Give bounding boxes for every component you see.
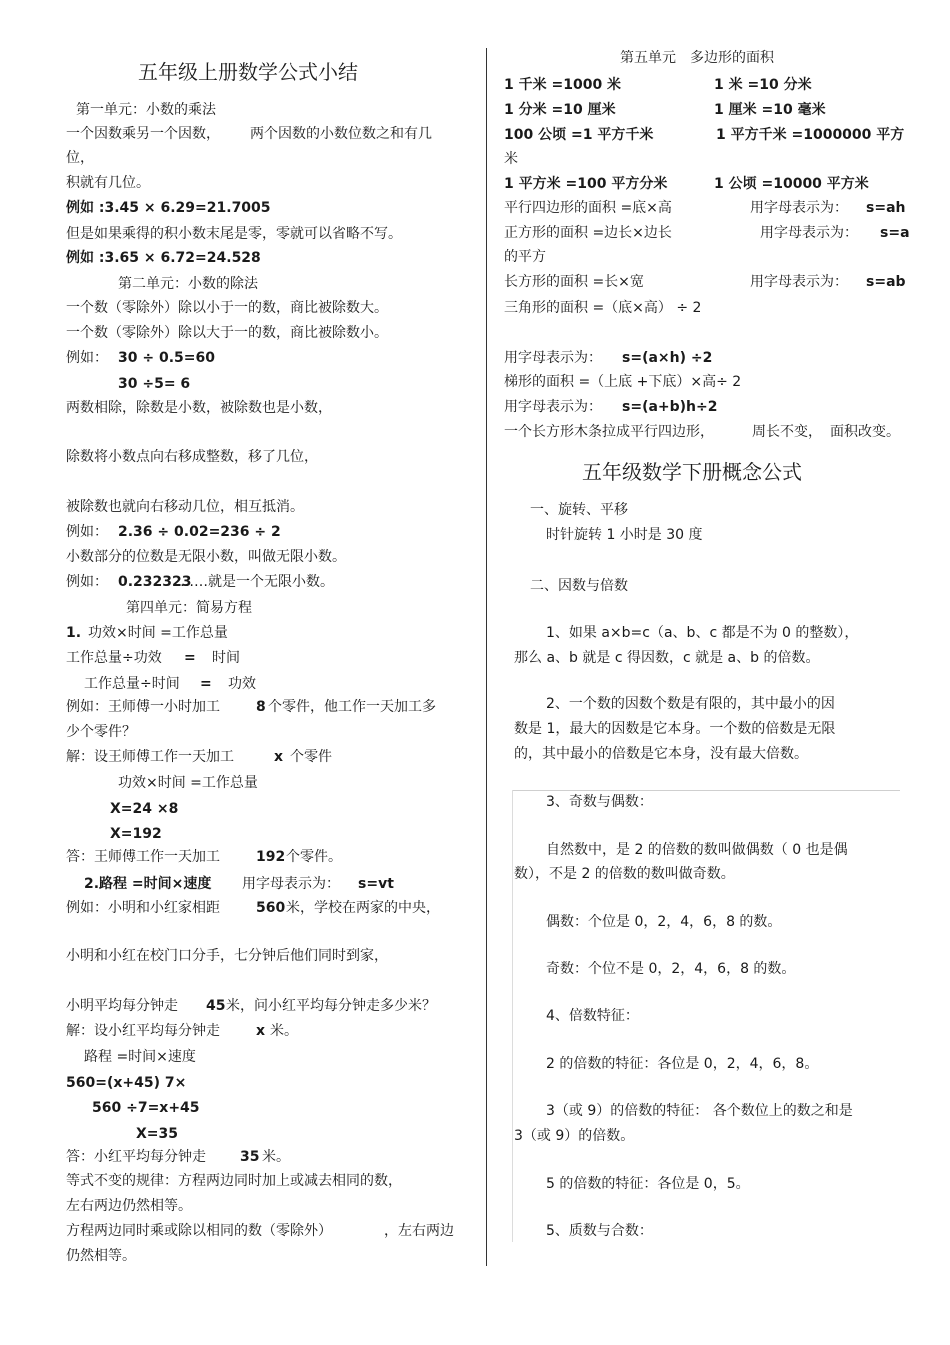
text-line: 用字母表示为： <box>750 274 848 290</box>
text-line: 奇数：个位不是 0，2，4，6，8 的数。 <box>546 961 796 977</box>
text-line: 除数将小数点向右移成整数，移了几位， <box>66 449 318 465</box>
text-line: 用字母表示为： <box>504 399 602 415</box>
text-line: 自然数中，是 2 的倍数的数叫做偶数（ 0 也是偶 <box>546 842 848 858</box>
text-line: 一个长方形木条拉成平行四边形， <box>504 424 714 440</box>
example-number: 0.232323 <box>118 574 192 590</box>
area-formula: 正方形的面积 =边长×边长 <box>504 225 672 241</box>
text-line: 米。 <box>270 1023 298 1039</box>
conversion-line: 1 分米 =10 厘米 <box>504 102 616 118</box>
example-line: 例如 :3.65 × 6.72=24.528 <box>66 250 261 266</box>
text-line: 米，问小红平均每分钟走多少米？ <box>226 998 436 1014</box>
page-title: 五年级上册数学公式小结 <box>138 60 358 84</box>
area-letter-formula: s=(a+b)h÷2 <box>622 399 718 415</box>
formula-line: 功效×时间 =工作总量 <box>118 775 258 791</box>
formula-equals: = <box>200 676 212 692</box>
column-divider <box>486 48 487 1266</box>
text-line: 那么 a、b 就是 c 得因数，c 就是 a、b 的倍数。 <box>514 650 820 666</box>
area-formula: 三角形的面积 =（底×高） ÷ 2 <box>504 300 702 316</box>
text-line: 数是 1，最大的因数是它本身。一个数的倍数是无限 <box>514 721 836 737</box>
section-title: 五年级数学下册概念公式 <box>582 460 802 484</box>
example-label: 例如： <box>66 350 108 366</box>
text-line: 积就有几位。 <box>66 175 150 191</box>
text-line: 的，其中最小的倍数是它本身，没有最大倍数。 <box>514 746 808 762</box>
text-line: 米，学校在两家的中央， <box>286 900 440 916</box>
conversion-line: 1 厘米 =10 毫米 <box>714 102 826 118</box>
area-letter-formula: s=a <box>880 225 910 241</box>
area-letter-formula: s=ab <box>866 274 906 290</box>
text-line: 少个零件？ <box>66 724 136 740</box>
area-letter-formula: s=ah <box>866 200 906 216</box>
area-letter-formula: s=(a×h) ÷2 <box>622 350 713 366</box>
text-line: 偶数：个位是 0，2，4，6，8 的数。 <box>546 914 782 930</box>
formula-line: 工作总量÷功效 <box>66 650 162 666</box>
text-line: 5 的倍数的特征：各位是 0，5。 <box>546 1176 750 1192</box>
text-line: 的平方 <box>504 249 546 265</box>
section-heading: 一、旋转、平移 <box>530 502 628 518</box>
text-line: 位， <box>66 150 94 166</box>
text-line: 但是如果乘得的积小数末尾是零，零就可以省略不写。 <box>66 226 402 242</box>
text-line: 2 的倍数的特征：各位是 0，2，4，6，8。 <box>546 1056 819 1072</box>
text-number: 8 <box>256 699 266 715</box>
section-heading: 5、质数与合数： <box>546 1223 653 1239</box>
formula-line: 功效×时间 =工作总量 <box>88 625 228 641</box>
text-number: 192 <box>256 849 286 865</box>
conversion-line: 1 公顷 =10000 平方米 <box>714 176 869 192</box>
text-line: 米。 <box>262 1149 290 1165</box>
text-line: 例如：王师傅一小时加工 <box>66 699 220 715</box>
example-line: 例如 :3.45 × 6.29=21.7005 <box>66 200 271 216</box>
text-line: 方程两边同时乘或除以相同的数（零除外） <box>66 1223 332 1239</box>
text-line: 个零件 <box>290 749 332 765</box>
area-formula: 平行四边形的面积 =底×高 <box>504 200 672 216</box>
example-label: 例如： <box>66 574 108 590</box>
text-line: ，左右两边 <box>384 1223 454 1239</box>
solution-line: X=24 ×8 <box>110 801 179 817</box>
text-line: 解：设小红平均每分钟走 <box>66 1023 220 1039</box>
solution-line: X=35 <box>136 1126 179 1142</box>
text-line: 数），不是 2 的倍数的数叫做奇数。 <box>514 866 735 882</box>
example-line: 30 ÷5= 6 <box>118 376 191 392</box>
text-line: 小明和小红在校门口分手，七分钟后他们同时到家， <box>66 948 388 964</box>
solution-line: 560=(x+45) 7× <box>66 1075 187 1091</box>
text-line: 被除数也就向右移动几位，相互抵消。 <box>66 499 304 515</box>
example-label: 例如： <box>66 524 108 540</box>
text-line: 用字母表示为： <box>242 876 340 892</box>
formula-line: 路程 =时间×速度 <box>84 1049 196 1065</box>
formula-line: 功效 <box>228 676 256 692</box>
text-line: 解：设王师傅工作一天加工 <box>66 749 234 765</box>
text-line: 小明平均每分钟走 <box>66 998 178 1014</box>
section-heading: 二、因数与倍数 <box>530 578 628 594</box>
text-number: 45 <box>206 998 226 1014</box>
text-number: 35 <box>240 1149 260 1165</box>
text-line: 1、如果 a×b=c（a、b、c 都是不为 0 的整数）， <box>546 625 859 641</box>
text-line: 用字母表示为： <box>750 200 848 216</box>
text-line: 2、一个数的因数个数是有限的，其中最小的因 <box>546 696 835 712</box>
text-line: 周长不变， <box>752 424 822 440</box>
text-line: ……就是一个无限小数。 <box>180 574 334 590</box>
text-line: 个零件，他工作一天加工多 <box>268 699 436 715</box>
conversion-line: 1 千米 =1000 米 <box>504 77 622 93</box>
text-line: 一个因数乘另一个因数， <box>66 126 220 142</box>
solution-line: 560 ÷7=x+45 <box>92 1100 200 1116</box>
section-heading: 4、倍数特征： <box>546 1008 639 1024</box>
area-formula: 梯形的面积 =（上底 +下底）×高÷ 2 <box>504 374 742 390</box>
formula-line: 工作总量÷时间 <box>84 676 180 692</box>
section-box-left-border <box>512 790 513 1242</box>
text-line: 两数相除，除数是小数，被除数也是小数， <box>66 400 332 416</box>
formula-line: s=vt <box>358 876 394 892</box>
text-line: 等式不变的规律：方程两边同时加上或减去相同的数， <box>66 1173 402 1189</box>
text-line: 3（或 9）的倍数的特征： 各个数位上的数之和是 <box>546 1103 853 1119</box>
formula-equals: = <box>184 650 196 666</box>
text-line: 时针旋转 1 小时是 30 度 <box>546 527 703 543</box>
text-variable: x <box>256 1023 266 1039</box>
text-line: 3（或 9）的倍数。 <box>514 1128 635 1144</box>
solution-line: X=192 <box>110 826 162 842</box>
text-line: 例如：小明和小红家相距 <box>66 900 220 916</box>
text-line: 一个数（零除外）除以小于一的数，商比被除数大。 <box>66 300 388 316</box>
example-line: 2.36 ÷ 0.02=236 ÷ 2 <box>118 524 281 540</box>
formula-number: 1. <box>66 625 82 641</box>
area-formula: 长方形的面积 =长×宽 <box>504 274 644 290</box>
text-line: 一个数（零除外）除以大于一的数，商比被除数小。 <box>66 325 388 341</box>
conversion-line: 100 公顷 =1 平方千米 <box>504 127 654 143</box>
text-line: 答：王师傅工作一天加工 <box>66 849 220 865</box>
text-line: 面积改变。 <box>830 424 900 440</box>
text-variable: x <box>274 749 284 765</box>
text-line: 个零件。 <box>286 849 342 865</box>
unit1-heading: 第一单元：小数的乘法 <box>76 102 216 118</box>
unit2-heading: 第二单元：小数的除法 <box>118 276 258 292</box>
unit5-heading: 第五单元 多边形的面积 <box>620 50 774 66</box>
text-line: 答：小红平均每分钟走 <box>66 1149 206 1165</box>
formula-line: 时间 <box>212 650 240 666</box>
formula-line: 2.路程 =时间×速度 <box>84 876 212 892</box>
text-line: 仍然相等。 <box>66 1248 136 1264</box>
text-line: 小数部分的位数是无限小数，叫做无限小数。 <box>66 549 346 565</box>
conversion-line: 米 <box>504 151 518 167</box>
text-line: 两个因数的小数位数之和有几 <box>250 126 432 142</box>
conversion-line: 1 平方米 =100 平方分米 <box>504 176 668 192</box>
section-heading: 3、奇数与偶数： <box>546 794 653 810</box>
text-line: 左右两边仍然相等。 <box>66 1198 192 1214</box>
text-number: 560 <box>256 900 286 916</box>
conversion-line: 1 米 =10 分米 <box>714 77 812 93</box>
conversion-line: 1 平方千米 =1000000 平方 <box>716 127 905 143</box>
unit4-heading: 第四单元：简易方程 <box>126 600 252 616</box>
example-line: 30 ÷ 0.5=60 <box>118 350 215 366</box>
section-box-top-border <box>512 790 900 791</box>
text-line: 用字母表示为： <box>504 350 602 366</box>
text-line: 用字母表示为： <box>760 225 858 241</box>
